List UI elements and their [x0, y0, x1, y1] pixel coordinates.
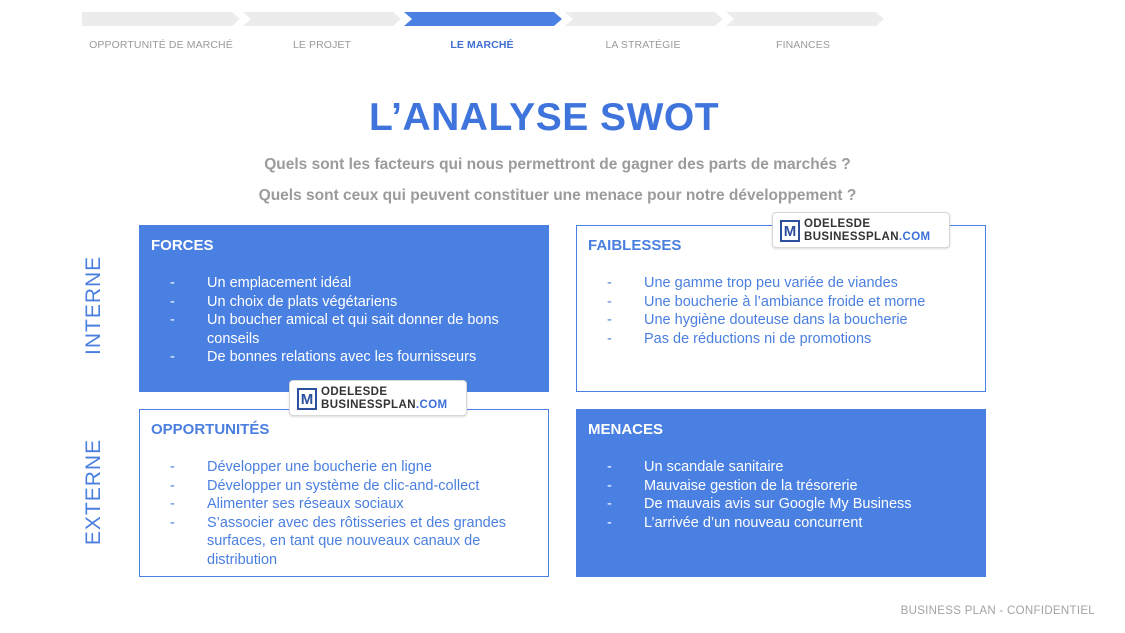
- list-item: - Un scandale sanitaire: [607, 459, 784, 475]
- list-item: - Alimenter ses réseaux sociaux: [170, 496, 404, 512]
- nav-step-label-opportunite[interactable]: OPPORTUNITÉ DE MARCHÉ: [89, 39, 233, 51]
- forces-list: [170, 274, 530, 367]
- bullet-dash: -: [170, 312, 175, 328]
- list-item: - Pas de réductions ni de promotions: [607, 330, 872, 347]
- page-title: L’ANALYSE SWOT: [368, 96, 720, 139]
- list-item: - L’arrivée d’un nouveau concurrent: [607, 514, 863, 531]
- opportunites-list: [170, 458, 530, 569]
- logo-line-2: BUSINESSPLAN.COM: [321, 399, 448, 411]
- bullet-dash: -: [170, 349, 175, 365]
- brand-logo-middle: [289, 380, 467, 416]
- footer-confidential: BUSINESS PLAN - CONFIDENTIEL: [900, 605, 1095, 617]
- list-item: - Une hygiène douteuse dans la boucherie: [607, 312, 908, 328]
- quadrant-title-forces: FORCES: [151, 237, 214, 254]
- bullet-dash: -: [170, 293, 175, 310]
- nav-step-label-strategie[interactable]: LA STRATÉGIE: [605, 39, 681, 51]
- quadrant-opportunites: [139, 409, 549, 577]
- subtitle-question-1: Quels sont les facteurs qui nous permettront de gagner des parts de marchés ?: [264, 156, 851, 173]
- logo-m-icon: M: [780, 220, 800, 242]
- nav-step-chevron-5[interactable]: [726, 12, 884, 26]
- bullet-dash: -: [607, 514, 612, 531]
- bullet-dash: -: [170, 275, 175, 291]
- bullet-dash: -: [170, 496, 175, 512]
- bullet-dash: -: [607, 275, 612, 291]
- faiblesses-list: [607, 274, 967, 348]
- bullet-dash: -: [607, 477, 612, 494]
- nav-step-chevron-1[interactable]: [82, 12, 240, 26]
- bullet-dash: -: [607, 312, 612, 328]
- bullet-dash: -: [170, 459, 175, 475]
- bullet-dash: -: [607, 459, 612, 475]
- quadrant-faiblesses: [576, 225, 986, 392]
- side-label-externe: EXTERNE: [82, 438, 105, 546]
- nav-step-label-marche[interactable]: LE MARCHÉ: [450, 39, 514, 51]
- bullet-dash: -: [607, 496, 612, 512]
- menaces-list: [607, 458, 967, 532]
- list-item: - Une boucherie à l’ambiance froide et morne: [607, 293, 926, 310]
- bullet-dash: -: [170, 477, 175, 494]
- nav-step-label-finances[interactable]: FINANCES: [776, 39, 830, 51]
- bullet-dash: -: [607, 293, 612, 310]
- brand-logo-top: [772, 212, 950, 248]
- list-item: - De mauvais avis sur Google My Business: [607, 496, 912, 512]
- quadrant-title-menaces: MENACES: [588, 421, 664, 438]
- progress-nav: [82, 12, 887, 28]
- list-item: - Développer un système de clic-and-collect: [170, 477, 480, 494]
- bullet-dash: -: [607, 330, 612, 347]
- quadrant-title-opportunites: OPPORTUNITÉS: [151, 421, 270, 438]
- quadrant-menaces: [576, 409, 986, 577]
- logo-m-icon: M: [297, 388, 317, 410]
- list-item: - De bonnes relations avec les fournisseurs: [170, 349, 477, 365]
- nav-step-chevron-3-active[interactable]: [404, 12, 562, 26]
- list-item: - S’associer avec des rôtisseries et des grandes surfaces, en tant que nouveaux canaux de distribution: [170, 514, 507, 568]
- quadrant-title-faiblesses: FAIBLESSES: [588, 237, 682, 254]
- nav-step-chevron-2[interactable]: [243, 12, 401, 26]
- list-item: - Un boucher amical et qui sait donner de bons conseils: [170, 312, 499, 347]
- nav-step-chevron-4[interactable]: [565, 12, 723, 26]
- list-item: - Un emplacement idéal: [170, 275, 352, 291]
- list-item: - Développer une boucherie en ligne: [170, 459, 432, 475]
- nav-step-label-projet[interactable]: LE PROJET: [292, 39, 352, 51]
- logo-line-1: ODELESDE: [804, 218, 871, 230]
- bullet-dash: -: [170, 514, 175, 531]
- list-item: - Un choix de plats végétariens: [170, 293, 398, 310]
- list-item: - Mauvaise gestion de la trésorerie: [607, 477, 858, 494]
- subtitle-question-2: Quels sont ceux qui peuvent constituer une menace pour notre développement ?: [258, 187, 857, 204]
- quadrant-forces: [139, 225, 549, 392]
- side-label-interne: INTERNE: [82, 255, 105, 355]
- list-item: - Une gamme trop peu variée de viandes: [607, 275, 898, 291]
- logo-line-2: BUSINESSPLAN.COM: [804, 231, 931, 243]
- logo-line-1: ODELESDE: [321, 386, 388, 398]
